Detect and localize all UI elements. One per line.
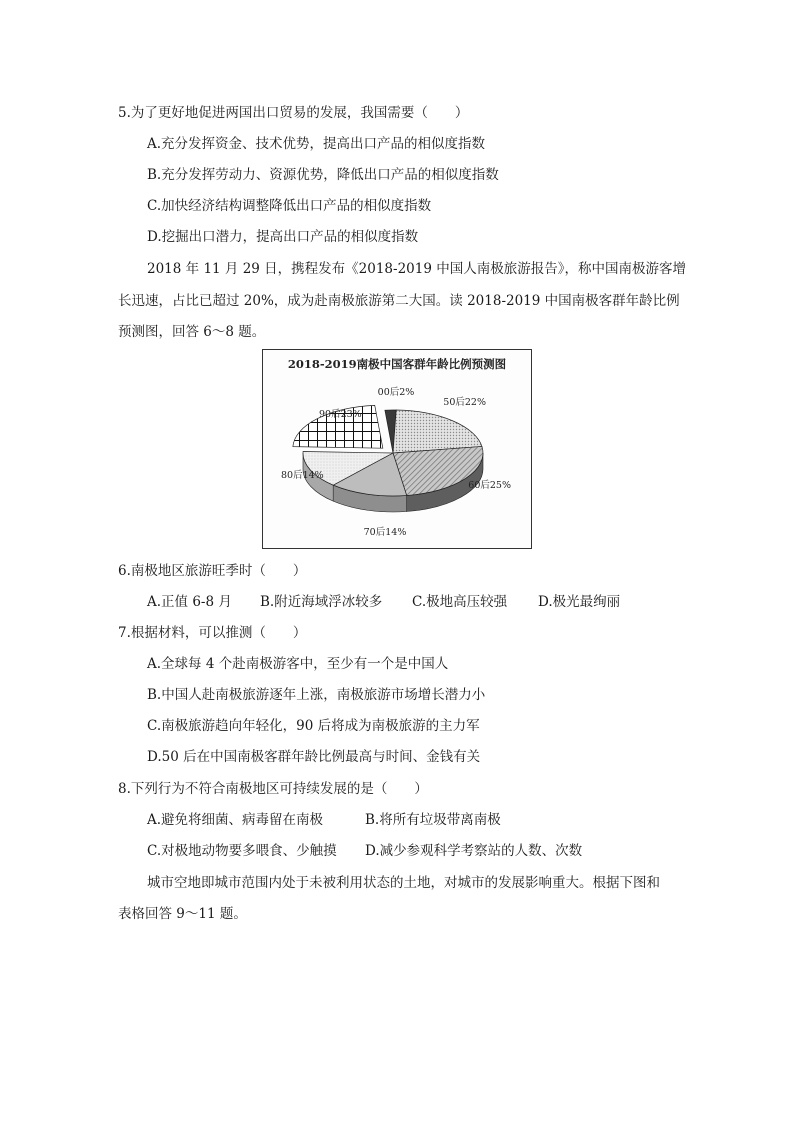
q6-option-d: D.极光最绚丽 xyxy=(538,594,621,610)
passage2-line2: 表格回答 9～11 题。 xyxy=(118,906,247,922)
passage1-line3: 预测图，回答 6～8 题。 xyxy=(118,324,266,340)
passage2-line1: 城市空地即城市范围内处于未被利用状态的土地，对城市的发展影响重大。根据下图和 xyxy=(147,875,660,891)
q5-stem: 5.为了更好地促进两国出口贸易的发展，我国需要（ ） xyxy=(118,105,469,121)
q5-option-a: A.充分发挥资金、技术优势，提高出口产品的相似度指数 xyxy=(147,136,486,152)
q8-option-d: D.减少参观科学考察站的人数、次数 xyxy=(365,843,583,859)
q7-option-a: A.全球每 4 个赴南极游客中，至少有一个是中国人 xyxy=(147,656,449,672)
q8-option-c: C.对极地动物要多喂食、少触摸 xyxy=(147,843,337,859)
q8-options-row1 xyxy=(147,811,501,829)
pie-label-50后: 50后22% xyxy=(443,397,486,408)
pie-slice-50后 xyxy=(393,410,482,453)
pie-label-70后: 70后14% xyxy=(363,527,407,538)
q7-option-b: B.中国人赴南极旅游逐年上涨，南极旅游市场增长潜力小 xyxy=(147,687,486,703)
q8-option-b: B.将所有垃圾带离南极 xyxy=(365,812,501,828)
q6-option-c: C.极地高压较强 xyxy=(412,594,508,610)
pie-label-60后: 60后25% xyxy=(468,480,511,491)
pie-label-00后: 00后2% xyxy=(377,387,415,398)
q6-option-b: B.附近海域浮冰较多 xyxy=(260,594,383,610)
q7-stem: 7.根据材料，可以推测（ ） xyxy=(118,625,307,641)
q7-option-d: D.50 后在中国南极客群年龄比例最高与时间、金钱有关 xyxy=(147,749,481,765)
q8-option-a: A.避免将细菌、病毒留在南极 xyxy=(147,812,324,828)
pie-chart xyxy=(262,349,532,549)
passage1-line1: 2018 年 11 月 29 日，携程发布《2018-2019 中国人南极旅游报告》，称中国南极游客增 xyxy=(147,261,686,277)
q5-option-c: C.加快经济结构调整降低出口产品的相似度指数 xyxy=(147,198,432,214)
q5-option-b: B.充分发挥劳动力、资源优势，降低出口产品的相似度指数 xyxy=(147,167,499,183)
q6-options-row xyxy=(147,593,620,611)
pie-label-80后: 80后14% xyxy=(281,470,324,481)
q8-stem: 8.下列行为不符合南极地区可持续发展的是（ ） xyxy=(118,781,428,797)
q6-stem: 6.南极地区旅游旺季时（ ） xyxy=(118,563,307,579)
passage1-line2: 长迅速，占比已超过 20%，成为赴南极旅游第二大国。读 2018-2019 中国南极客群年龄比例 xyxy=(118,293,680,309)
chart-title: 2018-2019南极中国客群年龄比例预测图 xyxy=(287,357,507,371)
q8-options-row2 xyxy=(147,842,582,860)
q6-option-a: A.正值 6-8 月 xyxy=(147,594,232,610)
q5-option-d: D.挖掘出口潜力，提高出口产品的相似度指数 xyxy=(147,229,419,245)
pie-label-90后: 90后23% xyxy=(319,409,362,420)
q7-option-c: C.南极旅游趋向年轻化，90 后将成为南极旅游的主力军 xyxy=(147,718,480,734)
pie-chart-svg xyxy=(263,350,531,548)
